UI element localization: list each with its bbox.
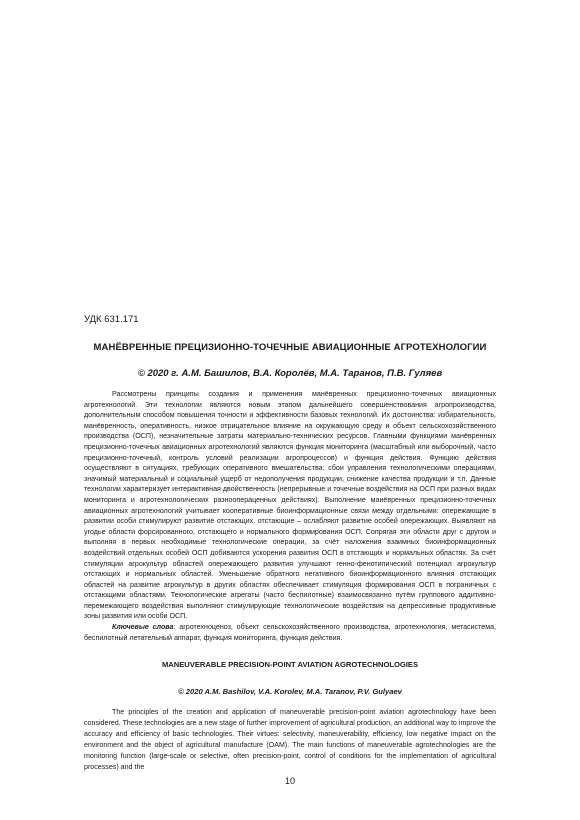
english-title: MANEUVERABLE PRECISION-POINT AVIATION AGROTECHNOLOGIES (161, 660, 419, 669)
abstract-ru (84, 389, 496, 643)
abstract-en (84, 707, 496, 773)
page-number: 10 (284, 776, 295, 786)
abstract-text: Рассмотрены принципы создания и применения манёвренных прецизионно-точечных авиационных агротехнологий. Эти технологии являются новым этапом дальнейшего совершенствования агропроизводства, дополнительным способом повышения точности и эффективности базовых технологий. Их достоинства: избирательность, манёвренность, оперативность, низкое отрицательное влияние на окружающую среду и объект сельскохозяйственного производства (ОСП), незначительные затраты материально-технических ресурсов. Главными функциями манёвренных прецизионно-точечных авиационных агротехнологий являются функция мониторинга (масштабный или выборочный, часто прецизионно-точечный, контроль условий реализации агропроцессов) и функция действия. Функцию действия осуществляют в ситуациях, требующих оперативного вмешательства: сбои управления технологическими операциями, значимый материальный и социальный ущерб от недополучения продукции, снижение качества продукции и т.п. Данные технологии характеризует интерактивная двойственность (непрерывные и точечные воздействия на ОСП при разных видах мониторинга и агротехнологических разноопераценных действиях). Выполнение манёвренных прецизионно-точечных авиационных агротехнологий учитывает кооперативные биоинформационные связи между отдельными: опережающие в развитии особи стимулируют развитие отстающих, отстающие – ослабляют развитие особей опережающих. Выявляют на угодье области форсированного, отстающего и нормального формирования ОСП. Сопрягая эти области друг с другом и выполняя в первых необходимые технологические операции, за счёт наложения взаимных биоинформационных воздействий отдельных особей ОСП добиваются ускорения развития ОСП в отстающих и нормальных областях. За счёт стимуляции агрокультур областей опережающего развития улучшают генно-фенотипический потенциал агрокультур отстающих и нормальных областей. Уменьшение обратного негативного биоинформационного влияния отстающих областей на развитие агрокультур в других областях обеспечивает стимуляция формирования ОСП в пограничных с отстающими областями. Технологические агрегаты (часто беспилотные) взаимосвязанно путём группового аддитивно-перемежающего воздействия выполняют стимулирующие технологические воздействия на депрессивные продуктивные зоны развития или особи ОСП. (84, 390, 496, 621)
paper-page (84, 0, 496, 820)
keywords-paragraph (84, 622, 496, 643)
keywords-label: Ключевые слова (112, 623, 174, 632)
article-title: МАНЁВРЕННЫЕ ПРЕЦИЗИОННО-ТОЧЕЧНЫЕ АВИАЦИОННЫЕ АГРОТЕХНОЛОГИИ (93, 342, 487, 353)
udk-code: УДК 631.171 (84, 314, 139, 325)
english-abstract-text: The principles of the creation and application of maneuverable precision-point aviation agrotechnology have been considered. These technologies are a new stage of further improvement of agricultural production, an additional way to improve the accuracy and efficiency of basic technologies. Their virtues: selectivity, maneuverability, efficiency, low negative impact on the environment and the object of agricultural manufacture (OAM). The main functions of maneuverable agrotechnologies are the monitoring function (large-scale or selective, often precision-point, control of conditions for the implementation of agricultural processes) and the (84, 708, 496, 771)
english-authors: © 2020 A.M. Bashilov, V.A. Korolev, M.A. Taranov, P.V. Gulyaev (178, 687, 402, 696)
authors-line: © 2020 г. А.М. Башилов, В.А. Королёв, М.А. Таранов, П.В. Гуляев (137, 368, 443, 379)
keywords-text: : агротехноценоз, объект сельскохозяйственного производства, агротехнология, метасистема, беспилотный летательный аппарат, функция мониторинга, функция действия. (84, 623, 496, 642)
